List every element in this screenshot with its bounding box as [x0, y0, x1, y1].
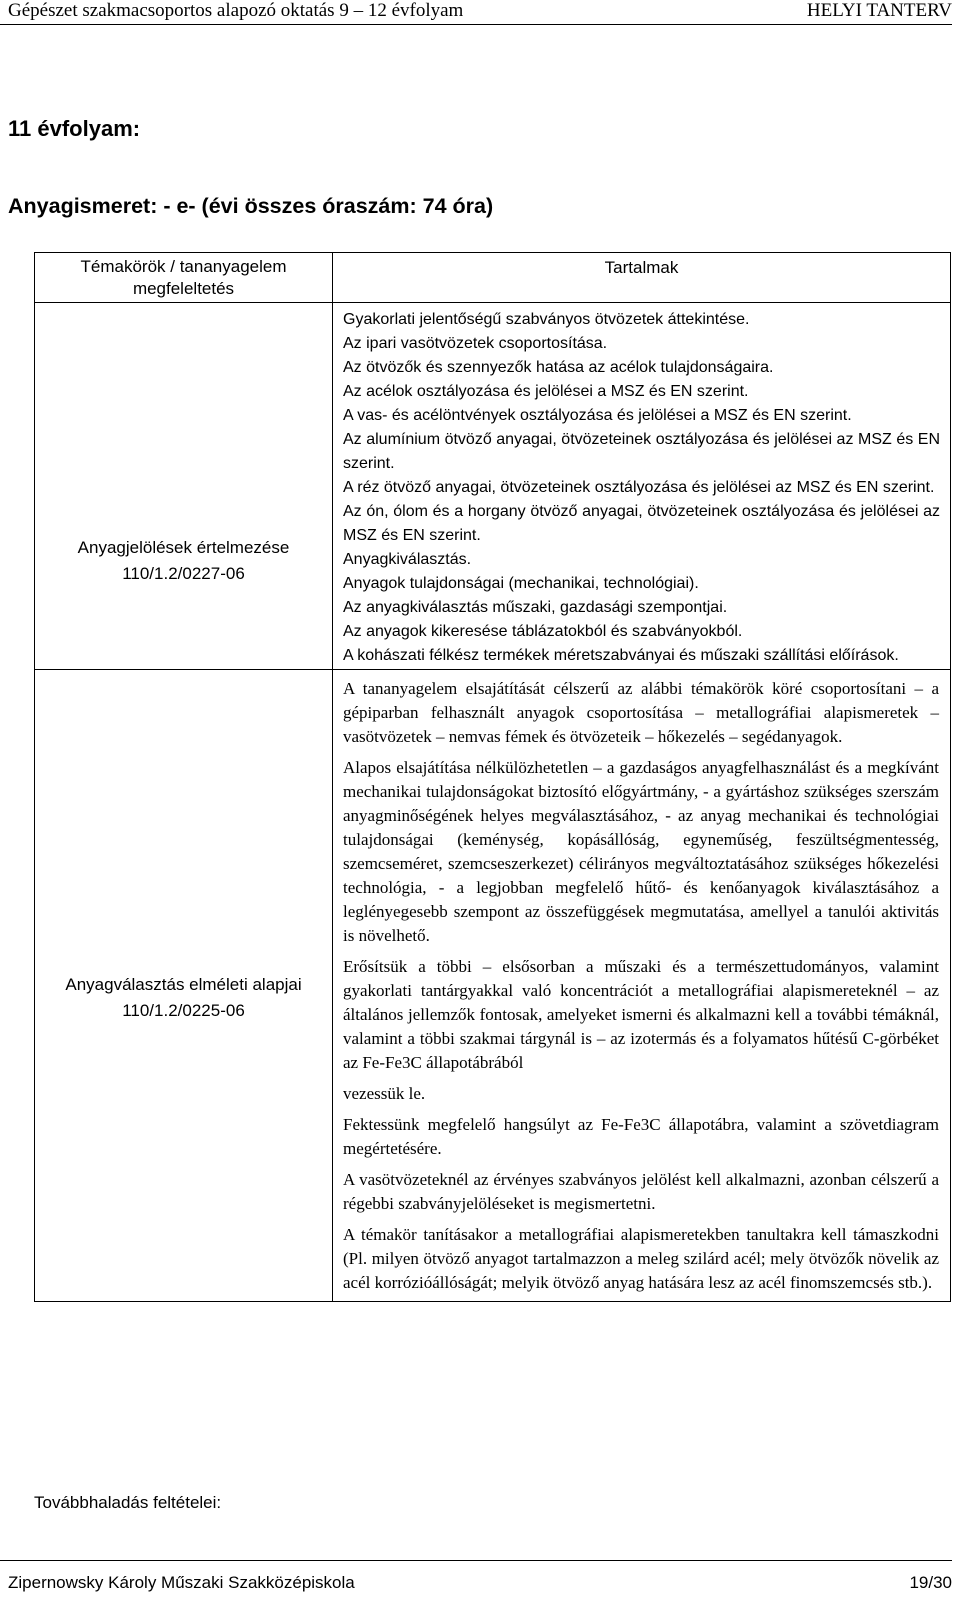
- table-row: [35, 303, 951, 670]
- content-paragraph: Fektessünk megfelelő hangsúlyt az Fe-Fe3C állapotábra, valamint a szövetdiagram megértetésére.: [343, 1115, 939, 1158]
- content-item: Anyagok tulajdonságai (mechanikai, technológiai).: [343, 575, 699, 592]
- content-paragraph: Erősítsük a többi – elsősorban a műszaki és a természettudományos, valamint gyakorlati tantárgyakkal való koncentrációt a metallográfiai alapismereteknél – az általános jellemzők fontosak, amelyeket ismerni és alkalmazni kell a további témáknál, valamint a többi szakmai tárgynál is – az izotermás és a folyamatos hűtésű C-görbéket az Fe-Fe3C állapotábrából: [343, 957, 939, 1072]
- row1-content-list: [333, 303, 950, 669]
- col1-header-line2: megfeleltetés: [132, 279, 235, 298]
- col2-header-text: Tartalmak: [604, 258, 679, 277]
- content-paragraph: A témakör tanításakor a metallográfiai alapismeretekben tanultakra kell támaszkodni (Pl. milyen ötvöző anyagot tartalmazzon a meleg szilárd acél; mely ötvözők növelik az acél korrózióállóságát; melyik ötvöző anyag hatására lesz az acél finomszemcsés stb.).: [343, 1225, 939, 1292]
- row1-content-cell: [333, 303, 951, 670]
- content-paragraph: Alapos elsajátítása nélkülözhetetlen – a gazdaságos anyagfelhasználást és a megkívánt mechanikai tulajdonságokat biztosító előgyártmány, - a gyártáshoz szükséges szerszám anyagminőségének helyes megválasztásához, - az anyag mechanikai és technológiai tulajdonságai (keménység, kopásállóság, egyneműség, feszültségmentesség, szemcseméret, szemcseszerkezet) célirányos megváltoztatásához szükséges hőkezelési technológia, - a legjobban megfelelő hűtő- és kenőanyagok kiválasztásához a leglényegesebb szempont az összefüggések megmutatása, amellyel a tanulói aktivitás is növelhető.: [343, 758, 939, 945]
- page-footer: [0, 1560, 952, 1592]
- content-item: Az anyagkiválasztás műszaki, gazdasági szempontjai.: [343, 599, 728, 616]
- row1-topic-code: 110/1.2/0227-06: [122, 564, 245, 583]
- content-paragraph: A tananyagelem elsajátítását célszerű az alábbi témakörök köré csoportosítani – a gépiparban felhasznált anyagok csoportosítása – metallográfiai alapismeretek – vasötvözetek – nemvas fémek és ötvözeteik – hőkezelés – segédanyagok.: [343, 679, 939, 746]
- row2-topic-cell: [35, 670, 333, 1302]
- content-item: Az ipari vasötvözetek csoportosítása.: [343, 335, 608, 352]
- content-item: Az anyagok kikeresése táblázatokból és szabványokból.: [343, 623, 743, 640]
- col2-header: [333, 253, 951, 303]
- footer-school: Zipernowsky Károly Műszaki Szakközépiskola: [8, 1573, 355, 1592]
- content-item: A réz ötvöző anyagai, ötvözeteinek osztályozása és jelölései az MSZ és EN szerint.: [343, 479, 935, 496]
- page-header: [0, 0, 952, 25]
- page-number: 19/30: [909, 1573, 952, 1592]
- curriculum-table: [34, 252, 951, 1302]
- table-header-row: [35, 253, 951, 303]
- row2-topic-label: Anyagválasztás elméleti alapjai: [65, 975, 302, 994]
- content-item: Az ón, ólom és a horgany ötvöző anyagai, ötvözeteinek osztályozása és jelölései az MSZ és EN szerint.: [343, 503, 940, 544]
- content-item: Az acélok osztályozása és jelölései a MSZ és EN szerint.: [343, 383, 749, 400]
- subject-heading: Anyagismeret: - e- (évi összes óraszám: 74 óra): [8, 194, 494, 218]
- content-item: Az ötvözők és szennyezők hatása az acélok tulajdonságaira.: [343, 359, 774, 376]
- row2-content-text: [333, 670, 950, 1301]
- content-item: A kohászati félkész termékek méretszabványai és műszaki szállítási előírások.: [343, 647, 899, 664]
- grade-heading: 11 évfolyam:: [8, 116, 141, 141]
- row1-topic-label: Anyagjelölések értelmezése: [77, 538, 290, 557]
- content-paragraph: vezessük le.: [343, 1084, 426, 1103]
- content-item: A vas- és acélöntvények osztályozása és jelölései a MSZ és EN szerint.: [343, 407, 852, 424]
- col1-header: [35, 253, 333, 303]
- row2-topic-code: 110/1.2/0225-06: [122, 1001, 245, 1020]
- progression-conditions-label: Továbbhaladás feltételei:: [34, 1493, 222, 1512]
- content-paragraph: A vasötvözeteknél az érvényes szabványos jelölést kell alkalmazni, azonban célszerű a régebbi szabványjelöléseket is megismertetni.: [343, 1170, 939, 1213]
- header-title: Gépészet szakmacsoportos alapozó oktatás 9 – 12 évfolyam: [8, 0, 464, 21]
- content-item: Gyakorlati jelentőségű szabványos ötvözetek áttekintése.: [343, 311, 750, 328]
- content-item: Anyagkiválasztás.: [343, 551, 472, 568]
- col1-header-line1: Témakörök / tananyagelem: [80, 257, 287, 276]
- header-doc-type: HELYI TANTERV: [806, 0, 952, 21]
- row1-topic-cell: [35, 303, 333, 670]
- content-item: Az alumínium ötvöző anyagai, ötvözeteinek osztályozása és jelölései az MSZ és EN szerint.: [343, 431, 940, 472]
- row2-content-cell: [333, 670, 951, 1302]
- table-row: [35, 670, 951, 1302]
